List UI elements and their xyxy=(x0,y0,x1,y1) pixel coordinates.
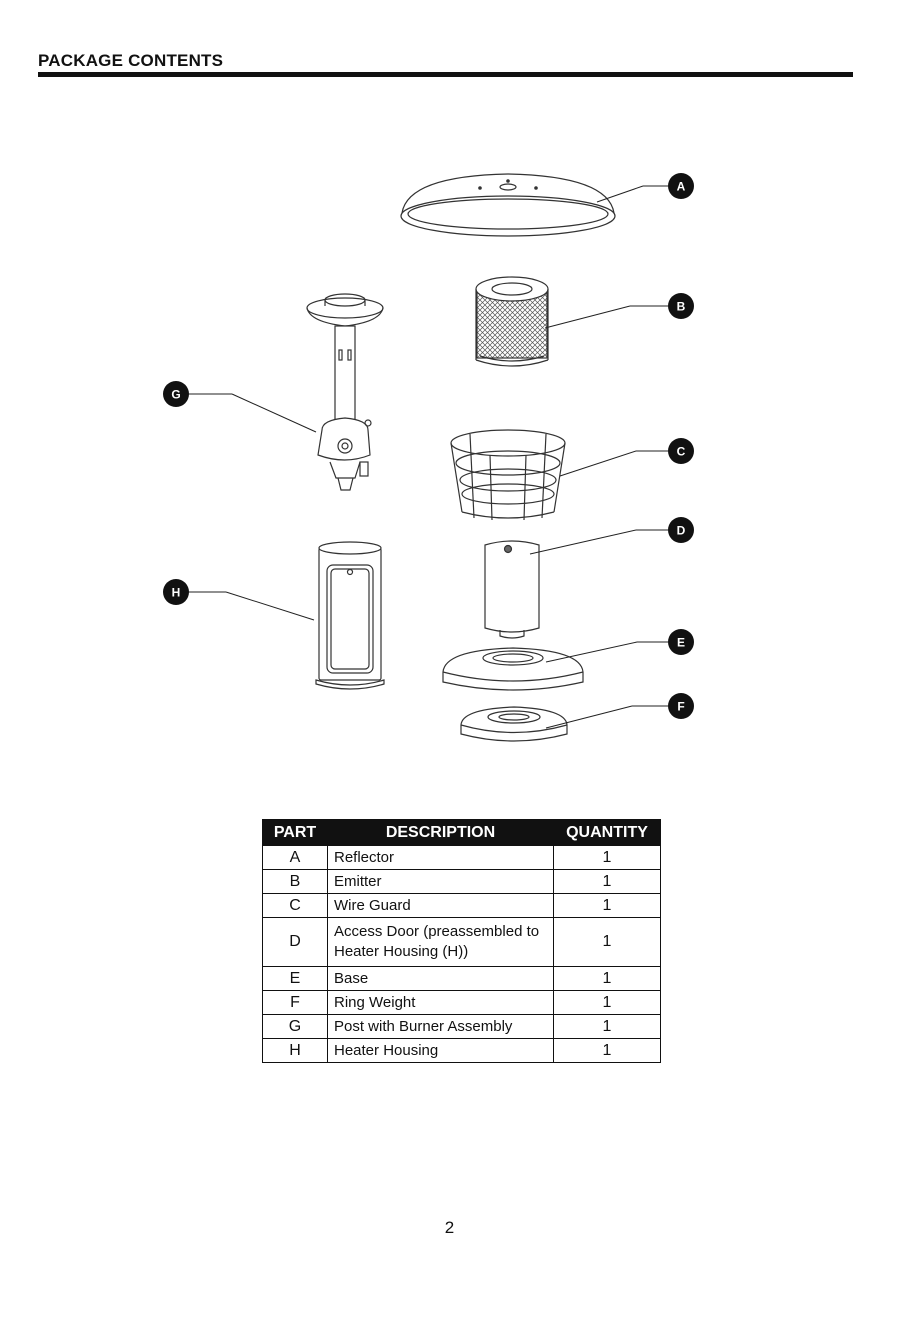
table-row xyxy=(263,918,661,967)
base-illustration xyxy=(443,648,583,690)
page-title: PACKAGE CONTENTS xyxy=(38,51,224,70)
column-header-part: PART xyxy=(263,820,328,846)
column-header-description: DESCRIPTION xyxy=(328,820,554,846)
heater-housing-illustration xyxy=(316,542,384,689)
part-description: Post with Burner Assembly xyxy=(328,1015,554,1039)
access-door-illustration xyxy=(485,541,539,638)
part-description: Access Door (preassembled to Heater Housing (H)) xyxy=(328,918,554,967)
callout-b-badge xyxy=(668,293,694,319)
table-row xyxy=(263,1015,661,1039)
part-quantity: 1 xyxy=(554,967,661,991)
table-row xyxy=(263,967,661,991)
reflector-illustration xyxy=(401,174,615,236)
table-row xyxy=(263,894,661,918)
table-row xyxy=(263,870,661,894)
part-letter: B xyxy=(263,870,328,894)
callout-e-badge xyxy=(668,629,694,655)
part-description: Ring Weight xyxy=(328,991,554,1015)
part-description: Base xyxy=(328,967,554,991)
callout-b-label: B xyxy=(676,299,686,314)
wire-guard-illustration xyxy=(451,430,565,520)
part-description: Reflector xyxy=(328,846,554,870)
page-number: 2 xyxy=(444,1218,455,1237)
part-description: Emitter xyxy=(328,870,554,894)
table-row xyxy=(263,991,661,1015)
ring-weight-illustration xyxy=(461,707,567,741)
emitter-illustration xyxy=(476,277,548,366)
part-quantity: 1 xyxy=(554,1039,661,1063)
parts-table xyxy=(262,819,661,1063)
callout-g-badge xyxy=(163,381,189,407)
callout-e-label: E xyxy=(676,635,686,650)
part-quantity: 1 xyxy=(554,870,661,894)
part-quantity: 1 xyxy=(554,846,661,870)
parts-table-header-row xyxy=(263,820,661,846)
part-quantity: 1 xyxy=(554,894,661,918)
part-quantity: 1 xyxy=(554,1015,661,1039)
callout-f-badge xyxy=(668,693,694,719)
part-letter: E xyxy=(263,967,328,991)
callout-f-label: F xyxy=(677,699,685,714)
part-letter: H xyxy=(263,1039,328,1063)
part-letter: F xyxy=(263,991,328,1015)
callout-a-badge xyxy=(668,173,694,199)
callout-a-label: A xyxy=(676,179,686,194)
callout-h-label: H xyxy=(171,585,181,600)
post-burner-illustration xyxy=(307,294,383,490)
part-quantity: 1 xyxy=(554,991,661,1015)
callout-c-label: C xyxy=(676,444,686,459)
callout-c-badge xyxy=(668,438,694,464)
callout-g-label: G xyxy=(171,387,181,402)
part-description: Heater Housing xyxy=(328,1039,554,1063)
part-letter: A xyxy=(263,846,328,870)
table-row xyxy=(263,1039,661,1063)
callout-d-label: D xyxy=(676,523,686,538)
callout-d-badge xyxy=(668,517,694,543)
part-description: Wire Guard xyxy=(328,894,554,918)
column-header-quantity: QUANTITY xyxy=(554,820,661,846)
part-quantity: 1 xyxy=(554,918,661,967)
part-letter: G xyxy=(263,1015,328,1039)
part-letter: D xyxy=(263,918,328,967)
part-letter: C xyxy=(263,894,328,918)
callout-h-badge xyxy=(163,579,189,605)
table-row xyxy=(263,846,661,870)
